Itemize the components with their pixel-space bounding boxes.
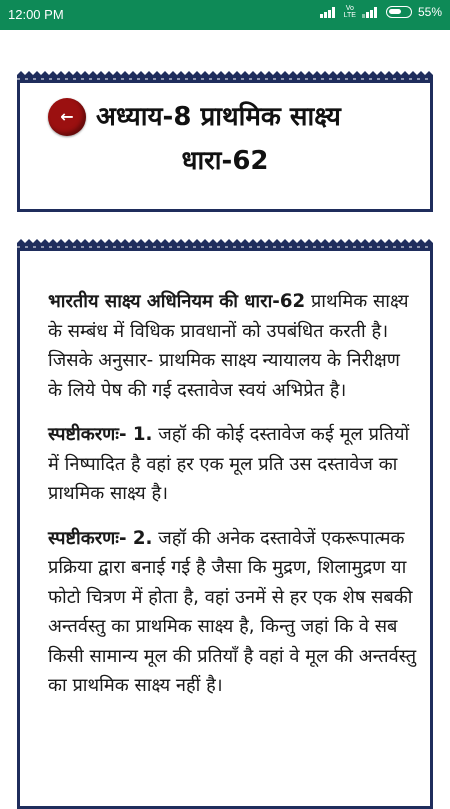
cell-signal-icon: [362, 6, 380, 18]
paragraph-3-heading: स्पष्टीकरणः- 2.: [48, 527, 153, 549]
paragraph-1-text: प्राथमिक साक्ष्य के सम्बंध में विधिक प्रावधानों को उपबंधित करती है। जिसके अनुसार- प्राथमिक साक्ष्य न्यायालय के निरीक्षण के लिये पेष की गई दस्तावेज स्वयं अभिप्रेत है।: [48, 291, 409, 401]
content-card: [17, 249, 433, 809]
battery-icon: [386, 6, 412, 18]
back-button[interactable]: [48, 98, 86, 136]
status-time: 12:00 PM: [8, 7, 64, 22]
battery-percent: 55%: [417, 5, 442, 19]
paragraph-2-heading: स्पष्टीकरणः- 1.: [48, 424, 153, 445]
paragraph-1-heading: भारतीय साक्ष्य अधिनियम की धारा-62: [48, 291, 306, 312]
paragraph-2: [48, 420, 418, 509]
paragraph-3: [48, 524, 418, 701]
status-bar: [0, 0, 450, 30]
page-title-line1: अध्याय-8 प्राथमिक साक्ष्य: [96, 102, 341, 132]
status-icons: [320, 5, 442, 19]
header-card: [17, 81, 433, 212]
paragraph-2-text: जहॉ की कोई दस्तावेज कई मूल प्रतियों में निष्पादित है वहां हर एक मूल प्रति उस दस्तावेज का प्राथमिक साक्ष्य है।: [48, 424, 410, 504]
paragraph-1: [48, 287, 418, 405]
paragraph-3-text: जहॉ की अनेक दस्तावेजें एकरूपात्मक प्रक्रिया द्वारा बनाई गई है जैसा कि मुद्रण, शिलामुद्रण या फोटो चित्रण में होता है, वहां उनमें से हर एक शेष सबकी अन्तर्वस्तु का प्राथमिक साक्ष्य है, किन्तु जहां कि वे सब किसी सामान्य मूल की प्रतियॉं है वहां वे मूल की अन्तर्वस्तु का प्राथमिक साक्ष्य नहीं है।: [48, 527, 417, 696]
volte-icon: Vo LTE: [343, 5, 356, 19]
decorative-border-top: [17, 71, 433, 83]
decorative-border-top: [17, 239, 433, 251]
back-arrow-icon: ←: [60, 107, 74, 126]
article-body: [48, 287, 418, 716]
wifi-signal-icon: [320, 6, 338, 18]
page-title-line2: धारा-62: [181, 146, 269, 176]
